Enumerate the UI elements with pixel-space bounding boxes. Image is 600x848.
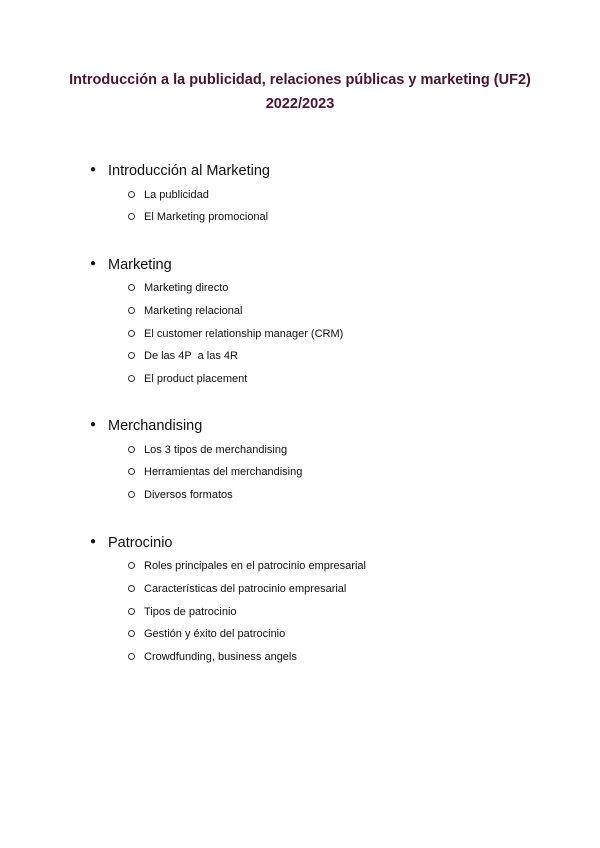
bullet-icon: ●: [90, 535, 97, 547]
list-item-label: El customer relationship manager (CRM): [144, 328, 344, 340]
list-item: [128, 606, 237, 618]
section-title: Marketing: [108, 257, 172, 273]
section-heading: [90, 418, 202, 434]
bullet-icon: ●: [90, 163, 97, 175]
list-item-label: Herramientas del merchandising: [144, 466, 303, 478]
circle-bullet-icon: [128, 307, 135, 314]
list-item-label: Tipos de patrocinio: [144, 606, 237, 618]
document-year: 2022/2023: [265, 96, 335, 112]
circle-bullet-icon: [128, 191, 135, 198]
bullet-icon: ●: [90, 257, 97, 269]
list-item: [128, 466, 302, 478]
list-item: [128, 305, 242, 317]
list-item-label: Crowdfunding, business angels: [144, 651, 297, 663]
list-item-label: Marketing directo: [144, 282, 229, 294]
list-item-label: El product placement: [144, 373, 248, 385]
list-item: [128, 583, 346, 595]
circle-bullet-icon: [128, 446, 135, 453]
circle-bullet-icon: [128, 608, 135, 615]
list-item: [128, 628, 285, 640]
circle-bullet-icon: [128, 213, 135, 220]
list-item: [128, 444, 287, 456]
circle-bullet-icon: [128, 330, 135, 337]
bullet-icon: ●: [90, 418, 97, 430]
section-title: Introducción al Marketing: [108, 163, 270, 179]
list-item-label: Los 3 tipos de merchandising: [144, 444, 288, 456]
list-item-label: Diversos formatos: [144, 489, 233, 501]
list-item-label: Roles principales en el patrocinio empresarial: [144, 560, 366, 572]
list-item: [128, 489, 233, 501]
section-title: Merchandising: [108, 418, 203, 434]
circle-bullet-icon: [128, 375, 135, 382]
section-title: Patrocinio: [108, 535, 173, 551]
circle-bullet-icon: [128, 468, 135, 475]
section-heading: [90, 257, 172, 273]
circle-bullet-icon: [128, 284, 135, 291]
list-item: [128, 328, 343, 340]
circle-bullet-icon: [128, 491, 135, 498]
list-item: [128, 560, 366, 572]
list-item-label: La publicidad: [144, 189, 209, 201]
list-item: [128, 282, 228, 294]
list-item: [128, 211, 268, 223]
list-item-label: De las 4P a las 4R: [144, 350, 238, 362]
list-item: [128, 651, 297, 663]
list-item: [128, 189, 209, 201]
circle-bullet-icon: [128, 352, 135, 359]
circle-bullet-icon: [128, 630, 135, 637]
section-heading: [90, 535, 172, 551]
circle-bullet-icon: [128, 585, 135, 592]
section-heading: [90, 163, 270, 179]
list-item: [128, 350, 238, 362]
document-title: Introducción a la publicidad, relaciones públicas y marketing (UF2): [69, 72, 531, 88]
list-item-label: Marketing relacional: [144, 305, 243, 317]
circle-bullet-icon: [128, 653, 135, 660]
list-item-label: Características del patrocinio empresarial: [144, 583, 347, 595]
list-item-label: Gestión y éxito del patrocinio: [144, 628, 286, 640]
list-item-label: El Marketing promocional: [144, 211, 269, 223]
circle-bullet-icon: [128, 562, 135, 569]
list-item: [128, 373, 247, 385]
